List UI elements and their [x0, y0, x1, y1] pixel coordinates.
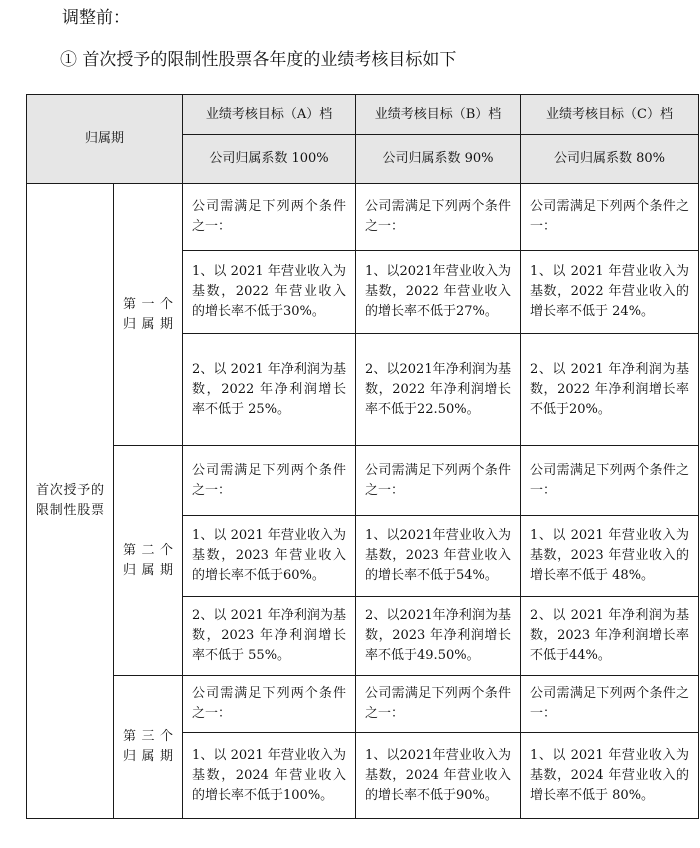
- table-header-row: [27, 95, 699, 135]
- header-cell-level-c: 业绩考核目标（C）档: [521, 95, 699, 135]
- plan-label: 首次授予的限制性股票: [36, 483, 104, 518]
- condition-cell: 2、以2021年净利润为基数，2023 年净利润增长率不低于49.50%。: [356, 597, 521, 676]
- condition-cell: 1、以2021年营业收入为基数，2024 年营业收入的增长率不低于90%。: [356, 733, 521, 819]
- table-row: [27, 184, 699, 251]
- condition-cell: 1、以 2021 年营业收入为基数，2022 年营业收入的增长率不低于 24%。: [521, 251, 699, 334]
- table-row: [27, 676, 699, 733]
- period-cell: [114, 446, 183, 676]
- coefficient-cell-b: 公司归属系数 90%: [356, 135, 521, 184]
- coefficient-cell-c: 公司归属系数 80%: [521, 135, 699, 184]
- condition-cell: 1、以 2021 年营业收入为基数，2023 年营业收入的增长率不低于 48%。: [521, 516, 699, 597]
- condition-cell: 公司需满足下列两个条件之一：: [356, 184, 521, 251]
- condition-cell: 1、以 2021 年营业收入为基数，2024 年营业收入的增长率不低于100%。: [183, 733, 356, 819]
- condition-cell: 公司需满足下列两个条件之一：: [183, 184, 356, 251]
- condition-cell: 1、以 2021 年营业收入为基数，2022 年营业收入的增长率不低于30%。: [183, 251, 356, 334]
- condition-cell: 公司需满足下列两个条件之一：: [356, 676, 521, 733]
- page-heading: 调整前：: [62, 8, 130, 28]
- condition-cell: 2、以 2021 年净利润为基数，2022 年净利润增长率不低于 25%。: [183, 334, 356, 446]
- condition-cell: 公司需满足下列两个条件之一：: [521, 184, 699, 251]
- plan-cell: [27, 184, 114, 819]
- period-label: 第一个归属期: [123, 296, 174, 332]
- condition-cell: 公司需满足下列两个条件之一：: [183, 676, 356, 733]
- period-cell: [114, 676, 183, 819]
- condition-cell: 公司需满足下列两个条件之一：: [356, 446, 521, 516]
- period-cell: [114, 184, 183, 446]
- condition-cell: 1、以2021年营业收入为基数，2023 年营业收入的增长率不低于54%。: [356, 516, 521, 597]
- section-subheading: ① 首次授予的限制性股票各年度的业绩考核目标如下: [60, 50, 457, 70]
- condition-cell: 2、以 2021 年净利润为基数，2023 年净利润增长率不低于 55%。: [183, 597, 356, 676]
- condition-cell: 1、以 2021 年营业收入为基数，2023 年营业收入的增长率不低于60%。: [183, 516, 356, 597]
- condition-cell: 1、以2021年营业收入为基数，2022 年营业收入的增长率不低于27%。: [356, 251, 521, 334]
- condition-cell: 公司需满足下列两个条件之一：: [183, 446, 356, 516]
- header-cell-level-b: 业绩考核目标（B）档: [356, 95, 521, 135]
- condition-cell: 1、以 2021 年营业收入为基数，2024 年营业收入的增长率不低于 80%。: [521, 733, 699, 819]
- condition-cell: 2、以2021年净利润为基数，2022 年净利润增长率不低于22.50%。: [356, 334, 521, 446]
- condition-cell: 2、以 2021 年净利润为基数，2023 年净利润增长率不低于44%。: [521, 597, 699, 676]
- condition-cell: 公司需满足下列两个条件之一：: [521, 676, 699, 733]
- header-cell-level-a: 业绩考核目标（A）档: [183, 95, 356, 135]
- period-label: 第二个归属期: [123, 542, 174, 578]
- condition-cell: 2、以 2021 年净利润为基数，2022 年净利润增长率不低于20%。: [521, 334, 699, 446]
- coefficient-cell-a: 公司归属系数 100%: [183, 135, 356, 184]
- table-row: [27, 446, 699, 516]
- period-label: 第三个归属期: [123, 729, 174, 764]
- performance-target-table: [26, 94, 699, 819]
- header-cell-period: 归属期: [27, 95, 183, 184]
- condition-cell: 公司需满足下列两个条件之一：: [521, 446, 699, 516]
